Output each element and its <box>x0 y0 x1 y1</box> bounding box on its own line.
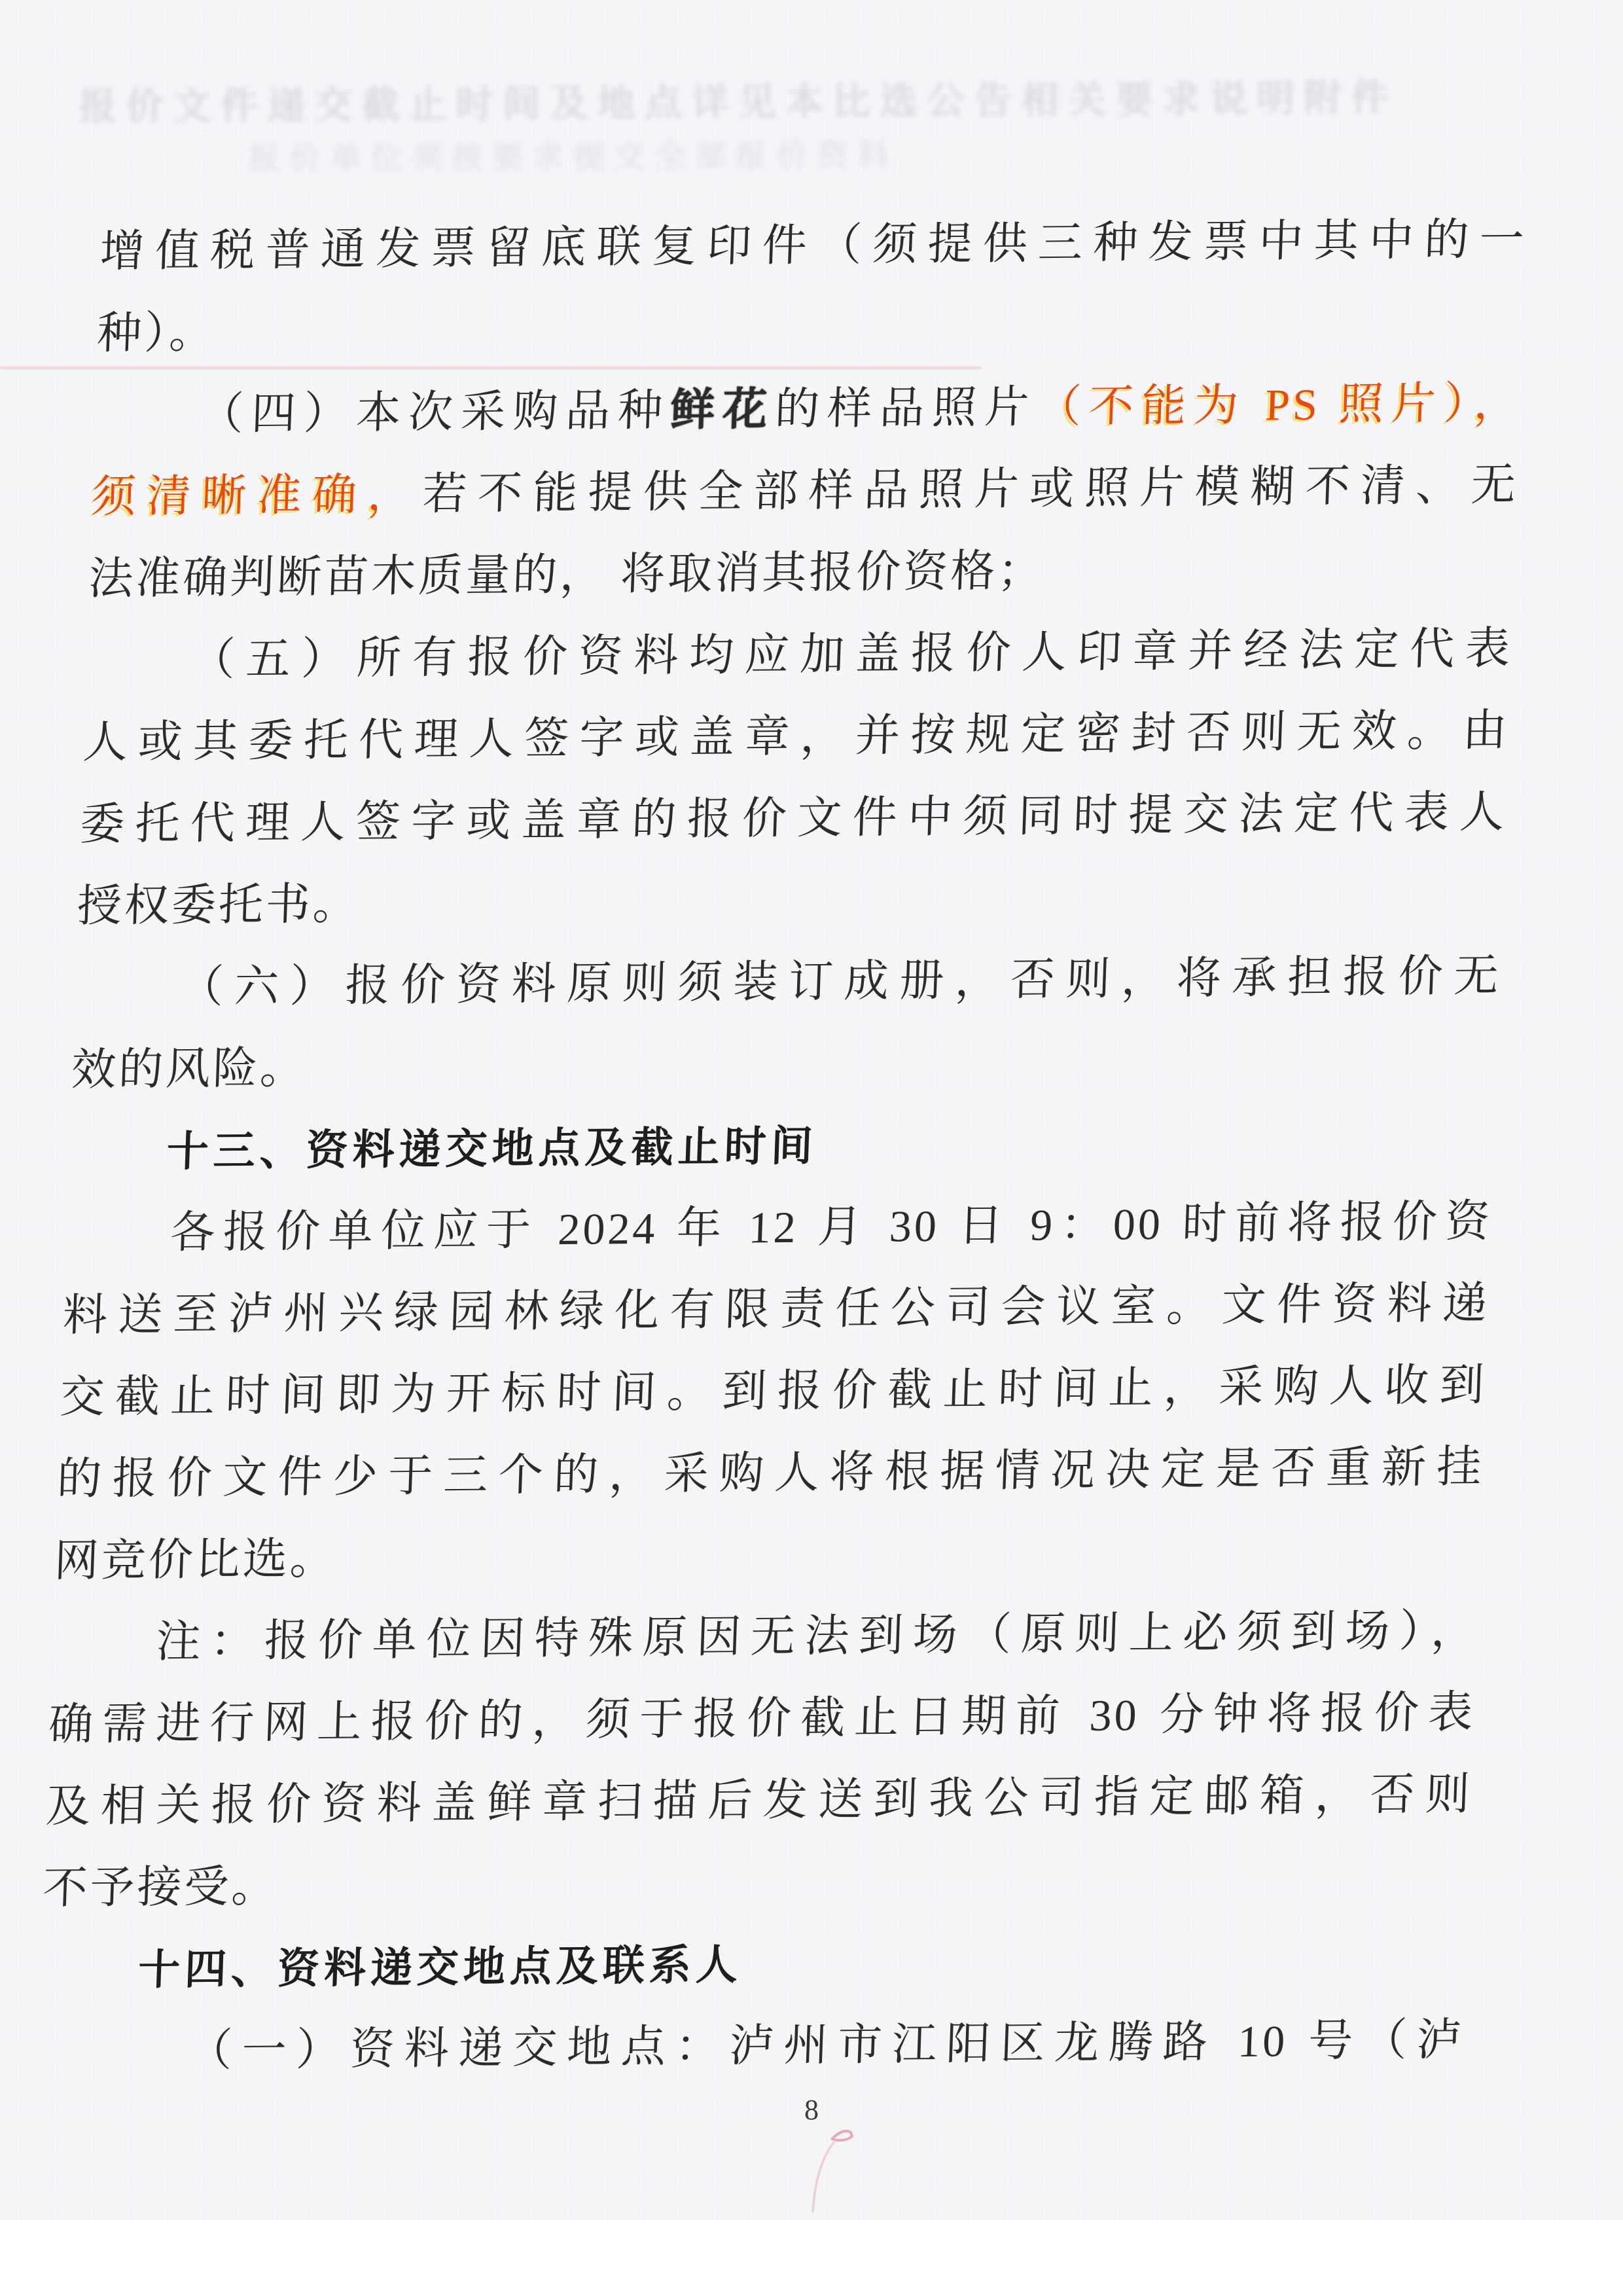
text-segment: 料送至泸州兴绿园林绿化有限责任公司会议室。文件资料递 <box>62 1278 1491 1340</box>
text-segment: （六）报价资料原则须装订成册，否则，将承担报价无 <box>178 950 1502 1013</box>
text-segment: （五）所有报价资料均应加盖报价人印章并经法定代表 <box>189 623 1514 685</box>
text-line <box>47 1672 1476 1766</box>
text-line <box>59 1344 1488 1439</box>
text-line <box>87 526 1516 620</box>
text-line <box>93 362 1522 456</box>
text-segment: 交截止时间即为开标时间。到报价截止时间止，采购人收到 <box>59 1359 1488 1422</box>
text-segment: 十三、资料递交地点及截止时间 <box>166 1122 818 1175</box>
ghost-text-line: 报价单位须按要求提交全部报价资料 <box>248 138 899 177</box>
text-segment: 增值税普通发票留底联复印件（须提供三种发票中其中的一 <box>99 213 1528 277</box>
text-segment: （一）资料递交地点：泸州市江阳区龙腾路 10 号（泸 <box>187 2014 1465 2075</box>
text-segment: 效的风险。 <box>70 1043 308 1095</box>
ghost-text-band <box>79 71 1558 188</box>
text-segment: 的报价文件少于三个的，采购人将根据情况决定是否重新挂 <box>56 1441 1485 1504</box>
text-line <box>53 1508 1482 1602</box>
text-segment: 若不能提供全部样品照片或照片模糊不清、无 <box>421 459 1519 519</box>
text-line <box>62 1263 1491 1357</box>
stamp-mark <box>789 2121 900 2219</box>
text-line <box>84 607 1514 702</box>
text-line <box>90 444 1520 538</box>
text-line <box>64 1180 1493 1274</box>
text-segment: 种）。 <box>96 307 217 359</box>
text-line <box>76 853 1505 947</box>
text-line <box>50 1590 1479 1684</box>
text-segment: 人或其委托代理人签字或盖章，并按规定密封否则无效。由 <box>82 705 1510 768</box>
text-segment: 委托代理人签字或盖章的报价文件中须同时提交法定代表人 <box>79 787 1508 850</box>
text-segment: 的样品照片 <box>774 382 1038 435</box>
text-segment: 注：报价单位因特殊原因无法到场（原则上必须到场）， <box>155 1605 1479 1667</box>
text-line <box>81 689 1510 783</box>
text-segment: 网竞价比选。 <box>53 1533 338 1586</box>
text-segment: 鲜花 <box>669 384 776 435</box>
section-heading <box>67 1098 1497 1193</box>
text-segment: 十四、资料递交地点及联系人 <box>137 1941 743 1994</box>
text-segment: （四）本次采购品种 <box>198 385 671 439</box>
page-number: 8 <box>804 2094 819 2126</box>
text-line <box>70 1016 1499 1111</box>
text-segment: 授权委托书。 <box>76 878 361 931</box>
text-segment: 须清晰准确， <box>90 469 423 522</box>
text-line <box>96 280 1525 374</box>
text-segment: 各报价单位应于 2024 年 12 月 30 日 9：00 时前将报价资 <box>169 1196 1493 1258</box>
text-line <box>56 1426 1485 1520</box>
text-segment: 法准确判断苗木质量的， 将取消其报价资格； <box>88 545 1046 604</box>
text-line <box>41 1835 1471 1929</box>
text-segment: （不能为 PS 照片）， <box>1035 378 1522 432</box>
text-line <box>36 1999 1465 2093</box>
text-line <box>45 1753 1474 1848</box>
text-segment: 确需进行网上报价的，须于报价截止日期前 30 分钟将报价表 <box>47 1687 1476 1749</box>
ghost-text-line: 报价文件递交截止时间及地点详见本比选公告相关要求说明附件 <box>79 76 1399 128</box>
text-line <box>99 198 1528 293</box>
document-body <box>36 198 1528 2093</box>
section-heading <box>39 1917 1468 2011</box>
text-line <box>79 771 1508 865</box>
text-segment: 及相关报价资料盖鲜章扫描后发送到我公司指定邮箱，否则 <box>45 1768 1474 1831</box>
text-segment: 不予接受。 <box>42 1861 279 1913</box>
text-line <box>73 935 1502 1029</box>
